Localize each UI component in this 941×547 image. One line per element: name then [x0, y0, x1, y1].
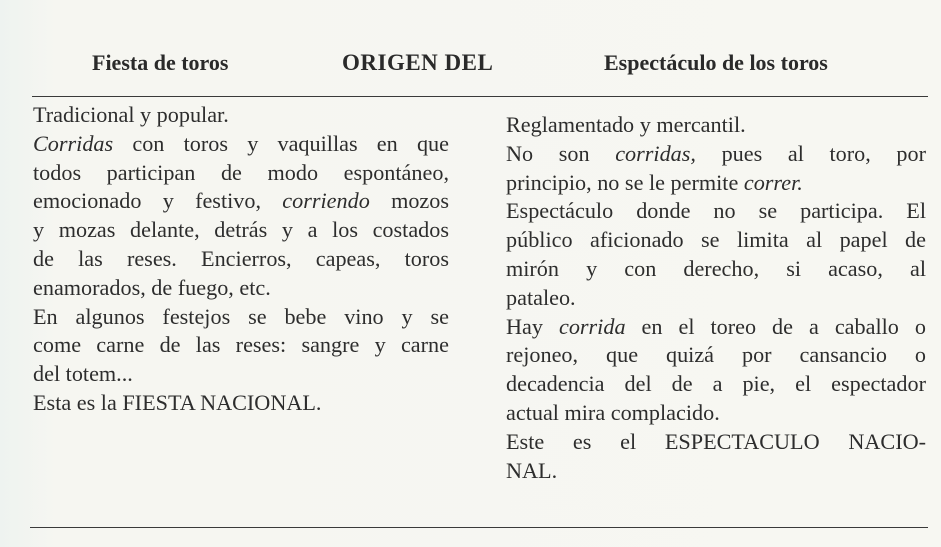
- right-line-10: decadencia del de a pie, el espectador: [506, 371, 926, 397]
- left-line-2: Corridas con toros y vaquillas en que: [33, 130, 449, 156]
- left-line-5: y mozas delante, detrás y a los costados: [33, 217, 449, 243]
- right-line-3: principio, no se le permite correr.: [506, 169, 803, 195]
- left-column: [33, 101, 449, 418]
- left-line-8: En algunos festejos se bebe vino y se: [33, 303, 449, 329]
- left-line-6: de las reses. Encierros, capeas, toros: [33, 245, 449, 271]
- right-line-12: Este es el ESPECTACULO NACIO-: [506, 428, 926, 454]
- right-line-11: actual mira complacido.: [506, 399, 720, 425]
- top-divider: [32, 96, 928, 97]
- left-line-9: come carne de las reses: sangre y carne: [33, 332, 449, 358]
- header-right-title: Espectáculo de los toros: [604, 50, 828, 75]
- header-left-title: Fiesta de toros: [92, 50, 229, 75]
- right-column: [506, 111, 926, 485]
- right-line-7: pataleo.: [506, 284, 576, 310]
- right-line-5: público aficionado se limita al papel de: [506, 227, 926, 253]
- left-line-3: todos participan de modo espontáneo,: [33, 159, 449, 185]
- header-center-title: ORIGEN DEL: [342, 50, 494, 75]
- right-italic-corridas: corridas,: [615, 140, 696, 166]
- left-line-10: del totem...: [33, 361, 133, 387]
- right-line-9: rejoneo, que quizá por cansancio o: [506, 342, 926, 368]
- right-italic-correr: correr.: [743, 169, 803, 195]
- left-line-4: emocionado y festivo, corriendo mozos: [33, 188, 449, 214]
- right-line-13: NAL.: [506, 457, 558, 483]
- left-line-11: Esta es la FIESTA NACIONAL.: [33, 389, 322, 415]
- right-line-1: Reglamentado y mercantil.: [506, 112, 746, 137]
- left-italic-corriendo: corriendo: [282, 188, 370, 214]
- right-line-4: Espectáculo donde no se participa. El: [506, 198, 926, 224]
- bottom-divider: [30, 527, 928, 528]
- right-line-6: mirón y con derecho, si acaso, al: [506, 255, 926, 281]
- left-italic-corridas: Corridas: [33, 130, 114, 156]
- right-italic-corrida: corrida: [558, 313, 626, 339]
- right-line-2: No son corridas, pues al toro, por: [506, 140, 926, 166]
- left-line-1: Tradicional y popular.: [33, 102, 229, 127]
- right-line-8: Hay corrida en el toreo de a caballo o: [506, 313, 926, 339]
- left-line-7: enamorados, de fuego, etc.: [33, 274, 271, 300]
